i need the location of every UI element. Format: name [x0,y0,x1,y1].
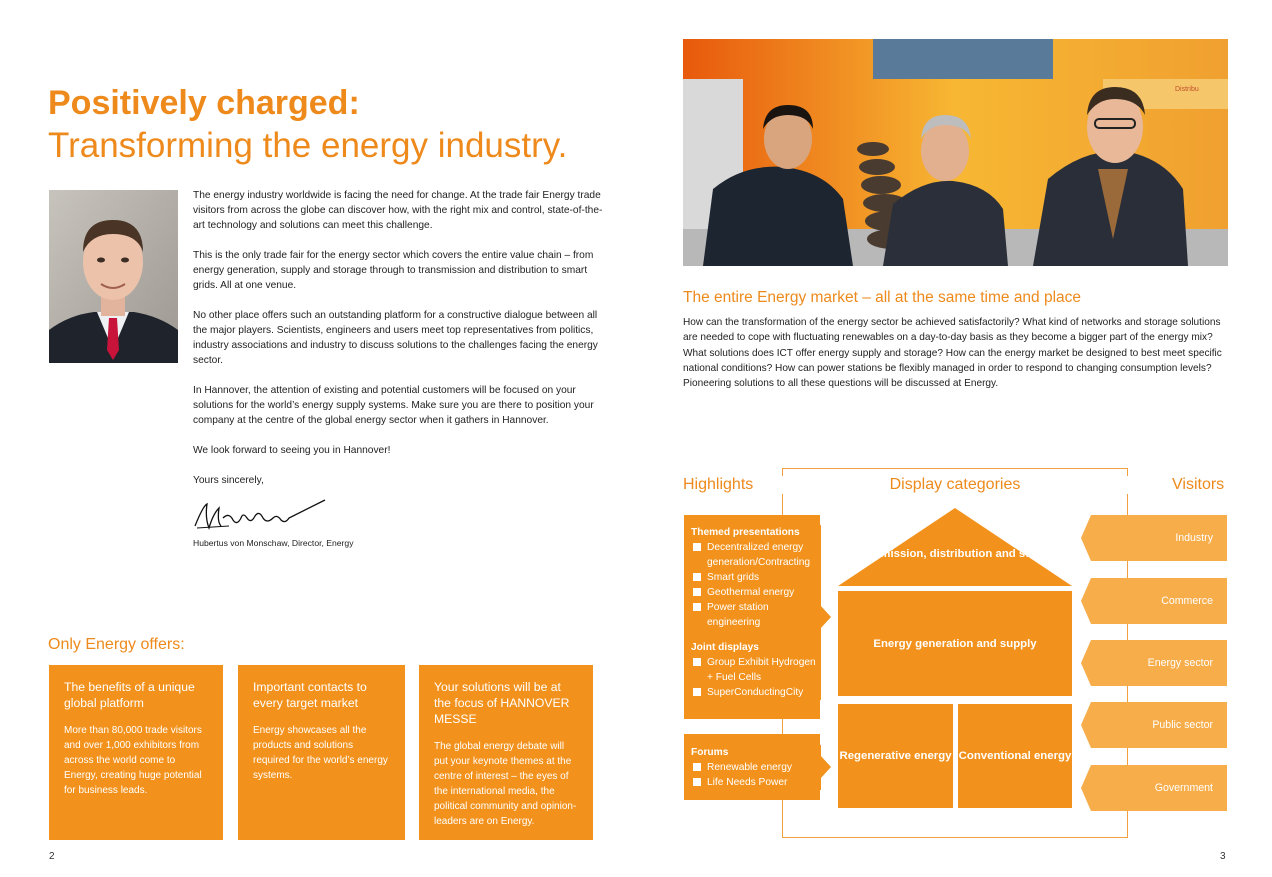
list-item: Decentralized energy generation/Contracting [691,540,821,570]
forums-box [684,734,831,800]
bullet-square-icon [693,603,701,611]
letter-paragraph: This is the only trade fair for the energy sector which covers the entire value chain – from energy generation, supply and storage through to transmission and distribution to smart grids. All at one venue. [193,250,594,291]
director-portrait [49,190,178,363]
offer-title: Important contacts to every target market [253,680,367,710]
offer-body: More than 80,000 trade visitors and over 1,000 exhibitors from across the world come to Energy, creating huge potential for business leads. [64,725,202,796]
exhibition-photo [683,39,1228,266]
visitor-arrow [1081,640,1227,686]
visitor-label: Public sector [1152,719,1213,731]
category-roof-label: Transmission, distribution and storage [849,548,1061,560]
list-item: Smart grids [691,570,821,585]
offer-body: The global energy debate will put your keynote themes at the centre of interest – the eyes of the international media, the political community and opinion-leaders are on Energy. [434,741,577,827]
offer-box [49,665,223,840]
page-subtitle: Transforming the energy industry. [48,126,568,165]
themed-presentations-box [684,515,831,719]
offer-body: Energy showcases all the products and solutions required for the world’s energy systems. [253,725,388,781]
offer-box [419,665,593,840]
list-item: Renewable energy [691,760,821,775]
bullet-square-icon [693,658,701,666]
bullet-square-icon [693,543,701,551]
category-regenerative: Regenerative energy [838,704,953,808]
bullet-square-icon [693,778,701,786]
visitor-label: Energy sector [1147,657,1213,669]
visitor-arrow [1081,578,1227,624]
visitor-arrow [1081,765,1227,811]
category-roof [838,508,1072,586]
visitor-arrow [1081,515,1227,561]
bullet-square-icon [693,573,701,581]
welcome-letter [193,188,603,503]
list-item: Group Exhibit Hydrogen + Fuel Cells [691,655,821,685]
letter-paragraph: We look forward to seeing you in Hannover! [193,445,391,456]
letter-paragraph: No other place offers such an outstanding platform for a constructive dialogue between all the major players. Scientists, engineers and users meet top representatives from politics, industry associations and industry to discuss solutions to the challenges facing the energy sector. [193,310,598,366]
page-title: Positively charged: [48,84,360,122]
visitor-arrow [1081,702,1227,748]
bullet-square-icon [693,688,701,696]
joint-heading: Joint displays [691,642,759,653]
list-item: Geothermal energy [691,585,821,600]
highlights-header: Highlights [683,476,754,493]
visitor-label: Government [1154,782,1213,794]
page-number: 2 [49,851,55,862]
list-item: Life Needs Power [691,775,821,790]
themed-heading: Themed presentations [691,527,800,538]
forums-heading: Forums [691,747,729,758]
signature-image [193,496,333,534]
letter-paragraph: The energy industry worldwide is facing the need for change. At the trade fair Energy trade visitors from across the globe can discover how, with the right mix and control, state-of-the-art technology and solutions can meet this challenge. [193,190,603,231]
letter-paragraph: In Hannover, the attention of existing and potential customers will be focused on your solutions for the world’s energy supply systems. Make sure you are there to position your company at the centre of the global energy sector when it gathers in Hannover. [193,385,594,426]
offer-box [238,665,405,840]
market-text: How can the transformation of the energy sector be achieved satisfactorily? What kind of networks and storage solutions are needed to cope with fluctuating renewables on a day-to-day basis as they become a bigger part of the energy mix? What solutions does ICT offer energy supply and storage? How can the energy market be designed to best meet specific national conditions? How can power stations be flexibly managed in order to respond to changing consumption levels? Pioneering solutions to all these questions will be discussed at Energy. [683,317,1222,390]
signer-name: Hubertus von Monschaw, Director, Energy [193,538,354,548]
visitors-header: Visitors [1172,476,1225,493]
offers-title: Only Energy offers: [48,636,185,653]
visitor-label: Commerce [1161,595,1213,607]
category-generation: Energy generation and supply [838,591,1072,696]
category-conventional: Conventional energy [958,704,1072,808]
photo-sign-text: Distribu [1175,86,1199,93]
visitor-label: Industry [1175,532,1213,544]
market-title: The entire Energy market – all at the same time and place [683,289,1082,306]
letter-closing: Yours sincerely, [193,475,264,486]
bullet-square-icon [693,588,701,596]
offer-title: The benefits of a unique global platform [64,680,195,710]
page-number: 3 [1220,851,1226,862]
bullet-square-icon [693,763,701,771]
offer-title: Your solutions will be at the focus of HANNOVER MESSE [434,680,570,726]
list-item: Power station engineering [691,600,821,630]
list-item: SuperConductingCity [691,685,821,700]
display-categories-header: Display categories [782,476,1128,494]
